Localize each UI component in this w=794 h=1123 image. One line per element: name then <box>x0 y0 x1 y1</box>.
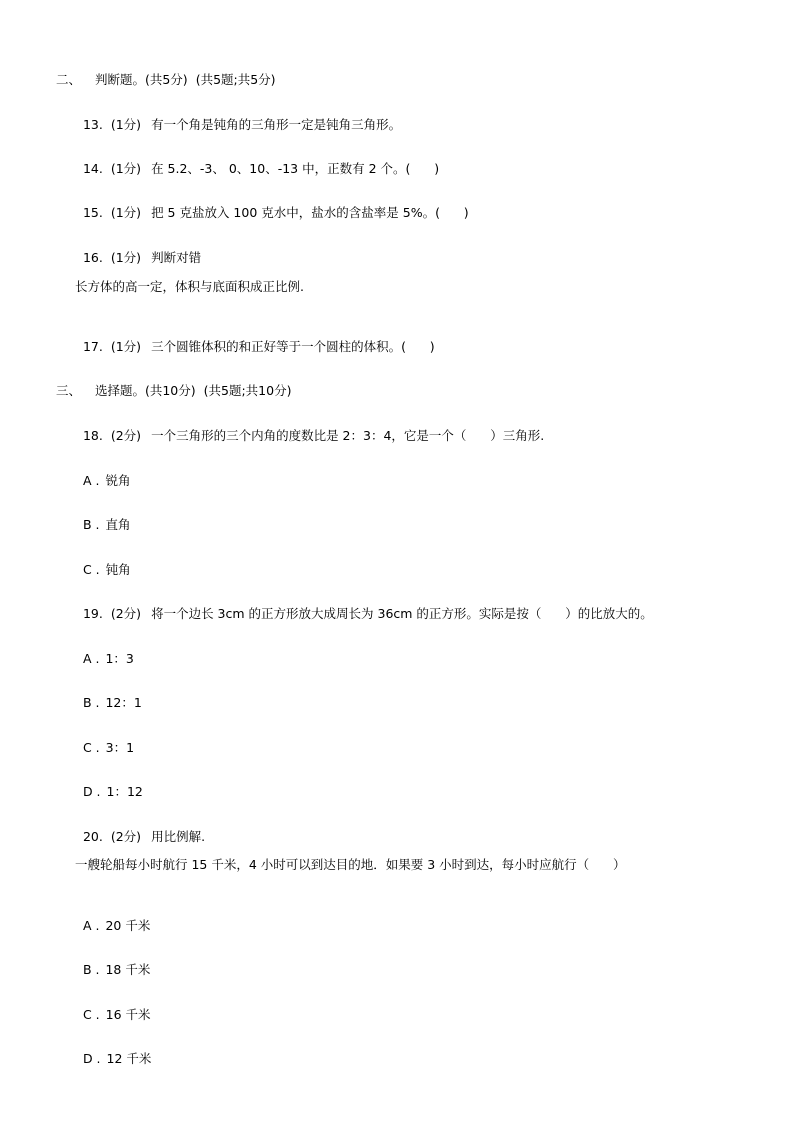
question-17 <box>75 323 435 355</box>
question-score: (2分) <box>110 829 142 844</box>
section-title: 判断题。(共5分) <box>94 72 188 87</box>
option-text: 1：12 <box>106 784 143 799</box>
question-19 <box>75 590 653 622</box>
option-text: 20 千米 <box>105 918 151 933</box>
section-meta: (共5题;共10分) <box>203 383 292 398</box>
section-heading-choice <box>48 367 291 399</box>
option-text: 18 千米 <box>105 962 151 977</box>
section-meta: (共5题;共5分) <box>195 72 276 87</box>
option-b[interactable] <box>75 501 131 533</box>
question-18 <box>75 412 544 444</box>
question-14 <box>75 145 439 177</box>
option-a[interactable] <box>75 457 130 489</box>
option-a[interactable] <box>75 902 150 934</box>
option-letter: A . <box>82 473 100 488</box>
option-d[interactable] <box>75 1035 151 1067</box>
option-b[interactable] <box>75 946 150 978</box>
option-letter: C . <box>82 740 100 755</box>
question-score: (2分) <box>110 606 142 621</box>
question-stem: 将一个边长 3cm 的正方形放大成周长为 36cm 的正方形。实际是按（ ）的比放大的。 <box>151 606 653 621</box>
option-text: 直角 <box>105 517 131 532</box>
option-b[interactable] <box>75 679 142 711</box>
question-number: 20. <box>82 829 103 844</box>
question-number: 15. <box>82 205 103 220</box>
question-16 <box>75 234 201 266</box>
question-number: 17. <box>82 339 103 354</box>
question-stem: 用比例解. <box>151 829 206 844</box>
question-number: 14. <box>82 161 103 176</box>
question-13 <box>75 101 401 133</box>
question-number: 13. <box>82 117 103 132</box>
option-letter: C . <box>82 1007 100 1022</box>
option-letter: B . <box>82 695 100 710</box>
option-text: 16 千米 <box>105 1007 151 1022</box>
question-score: (1分) <box>110 250 142 265</box>
section-number: 二、 <box>55 72 81 87</box>
question-15 <box>75 189 469 221</box>
question-stem: 一个三角形的三个内角的度数比是 2：3：4，它是一个（ ）三角形. <box>151 428 545 443</box>
option-letter: D . <box>82 1051 101 1066</box>
question-stem: 判断对错 <box>151 250 202 265</box>
question-20 <box>75 813 205 845</box>
option-letter: A . <box>82 918 100 933</box>
section-heading-judgment <box>48 56 276 88</box>
section-number: 三、 <box>55 383 81 398</box>
question-number: 18. <box>82 428 103 443</box>
option-c[interactable] <box>75 991 151 1023</box>
question-stem: 在 5.2、-3、 0、10、-13 中，正数有 2 个。( ) <box>151 161 440 176</box>
option-text: 12：1 <box>105 695 142 710</box>
option-text: 12 千米 <box>106 1051 152 1066</box>
option-letter: B . <box>82 962 100 977</box>
option-text: 钝角 <box>105 562 131 577</box>
question-score: (1分) <box>110 117 142 132</box>
question-stem: 三个圆锥体积的和正好等于一个圆柱的体积。( ) <box>151 339 435 354</box>
section-title: 选择题。(共10分) <box>94 383 196 398</box>
option-d[interactable] <box>75 768 143 800</box>
question-number: 16. <box>82 250 103 265</box>
option-letter: A . <box>82 651 100 666</box>
option-letter: D . <box>82 784 101 799</box>
option-text: 锐角 <box>105 473 131 488</box>
question-number: 19. <box>82 606 103 621</box>
option-text: 1：3 <box>105 651 134 666</box>
question-score: (1分) <box>110 161 142 176</box>
question-16-statement: 长方体的高一定，体积与底面积成正比例. <box>75 279 304 294</box>
question-score: (1分) <box>110 339 142 354</box>
option-c[interactable] <box>75 724 134 756</box>
option-c[interactable] <box>75 546 131 578</box>
option-a[interactable] <box>75 635 134 667</box>
question-20-statement: 一艘轮船每小时航行 15 千米，4 小时可以到达目的地．如果要 3 小时到达，每小时应航行（ ） <box>75 857 626 872</box>
option-letter: C . <box>82 562 100 577</box>
option-text: 3：1 <box>105 740 135 755</box>
option-letter: B . <box>82 517 100 532</box>
question-score: (1分) <box>110 205 142 220</box>
question-stem: 有一个角是钝角的三角形一定是钝角三角形。 <box>151 117 402 132</box>
question-score: (2分) <box>110 428 142 443</box>
question-stem: 把 5 克盐放入 100 克水中，盐水的含盐率是 5%。( ) <box>151 205 469 220</box>
